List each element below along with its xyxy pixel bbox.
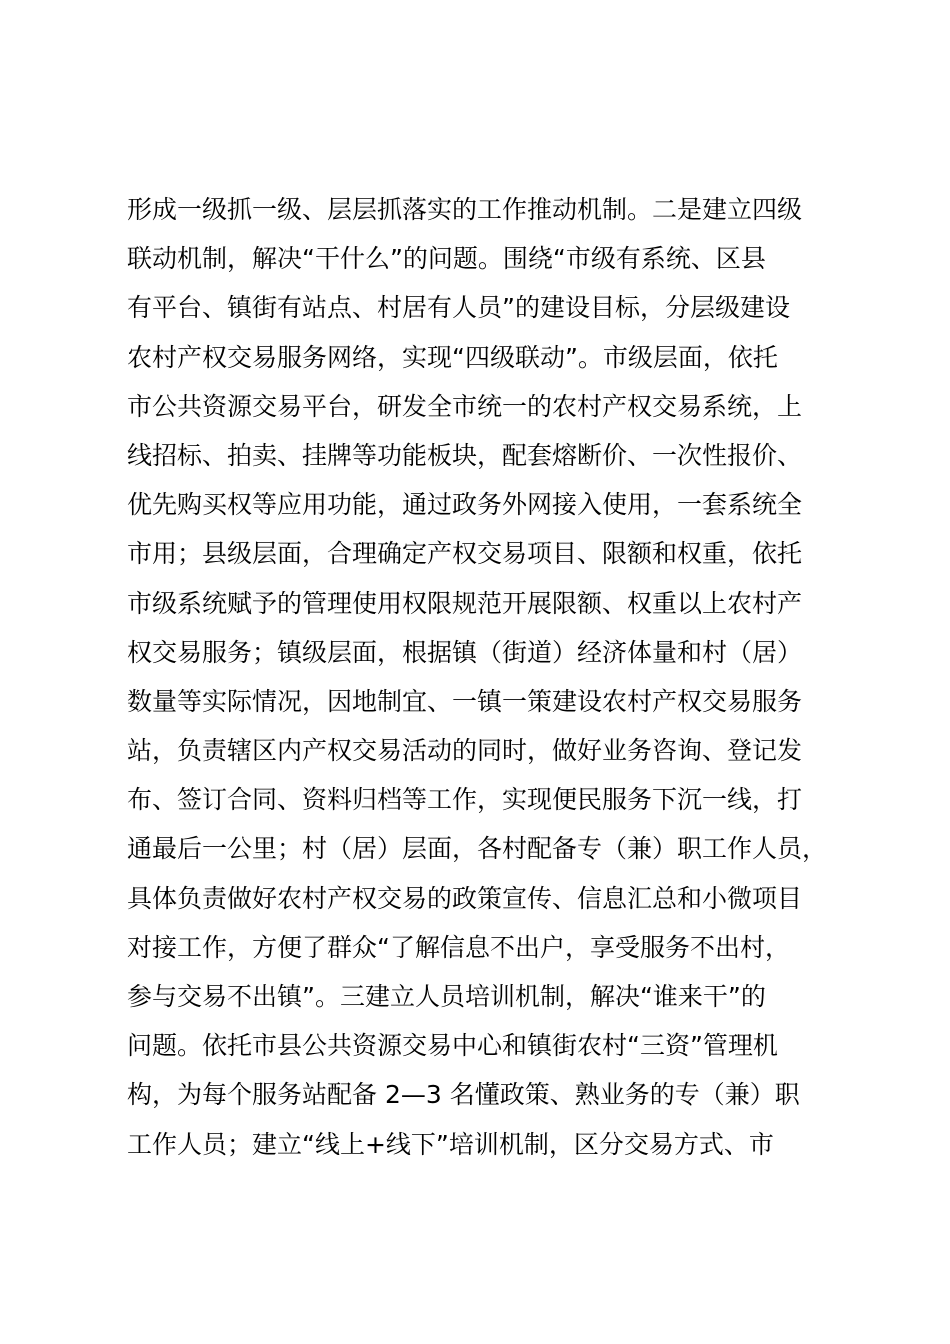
- text-line: 数量等实际情况，因地制宜、一镇一策建设农村产权交易服务: [127, 686, 803, 716]
- text-line: 形成一级抓一级、层层抓落实的工作推动机制。二是建立四级: [127, 195, 803, 224]
- text-line: 对接工作，方便了群众“了解信息不出户，享受服务不出村，: [127, 932, 790, 962]
- text-line: 线招标、拍卖、挂牌等功能板块，配套熔断价、一次性报价、: [127, 440, 803, 470]
- text-line: 工作人员；建立“线上+线下”培训机制，区分交易方式、市: [127, 1129, 774, 1159]
- text-line: 优先购买权等应用功能，通过政务外网接入使用，一套系统全: [127, 490, 803, 520]
- text-line: 联动机制，解决“干什么”的问题。围绕“市级有系统、区县: [127, 244, 766, 274]
- text-line: 问题。依托市县公共资源交易中心和镇街农村“三资”管理机: [127, 1031, 778, 1061]
- text-line: 权交易服务；镇级层面，根据镇（街道）经济体量和村（居）: [127, 637, 803, 667]
- text-line: 市用；县级层面，合理确定产权交易项目、限额和权重，依托: [127, 539, 803, 569]
- text-line: 市级系统赋予的管理使用权限规范开展限额、权重以上农村产: [127, 588, 803, 618]
- text-line: 构，为每个服务站配备 2—3 名懂政策、熟业务的专（兼）职: [127, 1080, 800, 1110]
- text-line: 布、签订合同、资料归档等工作，实现便民服务下沉一线，打: [127, 785, 803, 815]
- text-line: 参与交易不出镇”。三建立人员培训机制，解决“谁来干”的: [127, 982, 766, 1011]
- text-line: 具体负责做好农村产权交易的政策宣传、信息汇总和小微项目: [127, 883, 803, 913]
- body-paragraph: [127, 185, 837, 1169]
- text-line: 农村产权交易服务网络，实现“四级联动”。市级层面，依托: [127, 342, 778, 372]
- text-line: 有平台、镇街有站点、村居有人员”的建设目标，分层级建设: [127, 293, 790, 323]
- text-line: 站，负责辖区内产权交易活动的同时，做好业务咨询、登记发: [127, 736, 803, 766]
- text-line: 通最后一公里；村（居）层面，各村配备专（兼）职工作人员，: [127, 834, 828, 864]
- text-line: 市公共资源交易平台，研发全市统一的农村产权交易系统，上: [127, 391, 803, 421]
